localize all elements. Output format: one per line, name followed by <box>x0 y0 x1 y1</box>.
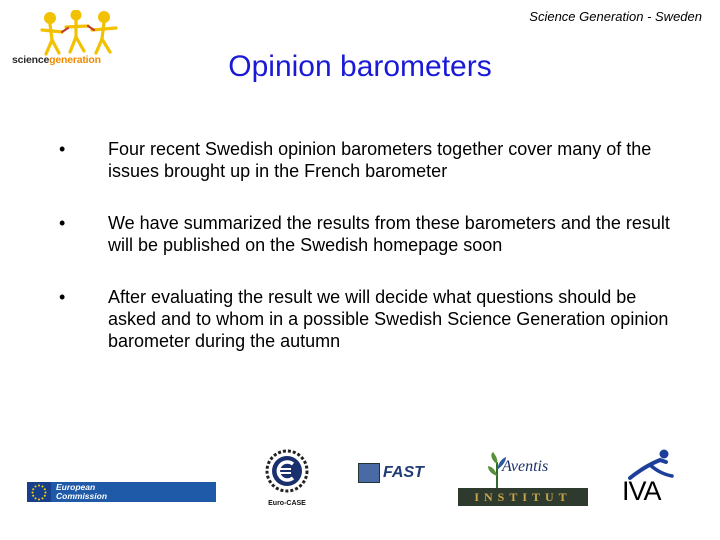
bullet-item <box>56 138 676 182</box>
iva-label: IVA <box>622 476 661 506</box>
bullet-item <box>56 212 676 256</box>
wordmark-generation: generation <box>49 54 101 66</box>
euro-case-emblem-icon <box>262 448 312 494</box>
wordmark-science: science <box>12 54 50 66</box>
ec-line2: Commission <box>56 491 108 501</box>
european-commission-logo <box>27 482 216 502</box>
bullet-text: We have summarized the results from these barometers and the result will be published on the Swedish homepage soon <box>108 213 670 255</box>
ec-text <box>56 483 107 501</box>
euro-case-logo <box>262 448 312 506</box>
eu-stars-icon <box>27 482 51 502</box>
ec-line1: European <box>56 482 96 492</box>
aventis-logo <box>486 450 566 492</box>
euro-case-label: Euro-CASE <box>268 500 306 507</box>
bullet-list <box>56 138 676 352</box>
institut-logo <box>458 488 588 506</box>
bullet-marker: • <box>59 139 66 159</box>
slide-title: Opinion barometers <box>228 50 492 83</box>
bullet-text: Four recent Swedish opinion barometers together cover many of the issues brought up in the French barometer <box>108 139 652 181</box>
bullet-item <box>56 286 676 352</box>
fast-logo <box>358 462 424 484</box>
iva-logo <box>620 448 678 506</box>
header-caption: Science Generation - Sweden <box>529 9 702 24</box>
fast-label: FAST <box>383 464 424 481</box>
bullet-marker: • <box>59 213 66 233</box>
institut-label: INSTITUT <box>474 489 572 504</box>
aventis-label: Aventis <box>502 458 549 475</box>
fast-box-icon <box>358 463 380 483</box>
bullet-marker: • <box>59 287 66 307</box>
bullet-text: After evaluating the result we will decide what questions should be asked and to whom in a possible Swedish Science Generation opinion barometer during the autumn <box>108 287 669 351</box>
footer-logos <box>0 440 720 540</box>
